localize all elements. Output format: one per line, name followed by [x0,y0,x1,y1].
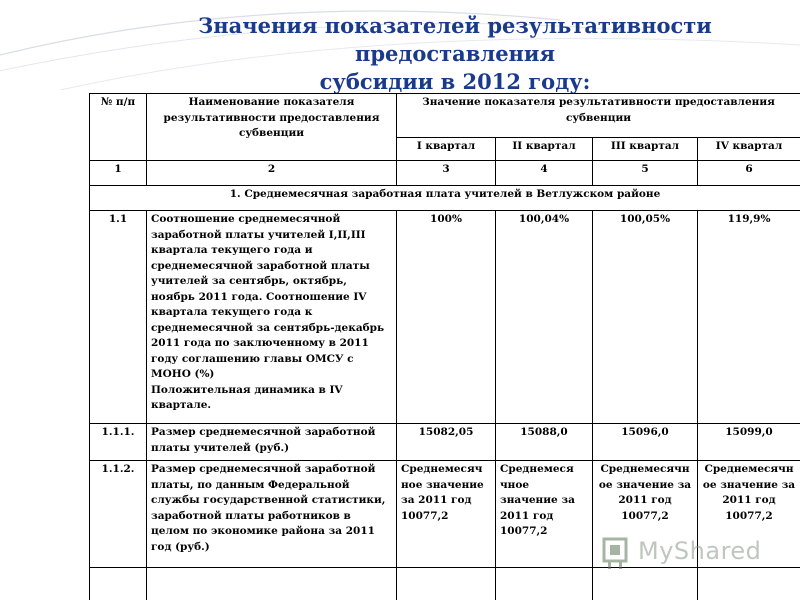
row-name: Размер среднемесячной заработной платы учителей (руб.) [147,424,397,461]
empty-cell [397,568,496,600]
header-value-group: Значение показателя результативности предоставления субвенции [397,94,800,138]
column-number: 3 [397,161,496,186]
row-q1: Среднемесяч ное значение за 2011 год 10077,2 [397,461,496,568]
row-q4: Среднемесячн ое значение за 2011 год 10077,2 [698,461,800,568]
row-q1: 15082,05 [397,424,496,461]
column-number: 6 [698,161,800,186]
row-q2: 15088,0 [496,424,593,461]
column-number: 2 [147,161,397,186]
column-number: 5 [593,161,698,186]
title-line-1: Значения показателей результативности предоставления [198,13,712,66]
table-header-row [90,94,800,138]
table-row [90,211,800,424]
header-quarter-4: IV квартал [698,138,800,161]
row-name: Соотношение среднемесячной заработной платы учителей I,II,III квартала текущего года и среднемесячной заработной платы учителей за сентябрь, октябрь, ноябрь 2011 года. Соотношение IV квартала текущего года к среднемесячной за сентябрь-декабрь 2011 года по заключенному в 2011 году соглашению главы ОМСУ с МОНО (%) Положительная динамика в IV квартале. [147,211,397,424]
empty-cell [90,568,147,600]
row-q3: 15096,0 [593,424,698,461]
row-num: 1.1 [90,211,147,424]
row-q4: 15099,0 [698,424,800,461]
header-quarter-2: II квартал [496,138,593,161]
row-q2: Среднемеся чное значение за 2011 год 10077,2 [496,461,593,568]
row-q3: Среднемесячн ое значение за 2011 год 10077,2 [593,461,698,568]
row-q4: 119,9% [698,211,800,424]
row-q2: 100,04% [496,211,593,424]
row-num: 1.1.2. [90,461,147,568]
empty-cell [698,568,800,600]
table-row [90,424,800,461]
empty-cell [496,568,593,600]
header-name: Наименование показателя результативности предоставления субвенции [147,94,397,161]
title-line-2: субсидии в 2012 году: [319,69,591,94]
column-number: 4 [496,161,593,186]
row-num: 1.1.1. [90,424,147,461]
row-q3: 100,05% [593,211,698,424]
row-name: Размер среднемесячной заработной платы, по данным Федеральной службы государственной статистики, заработной платы работников в целом по экономике района за 2011 год (руб.) [147,461,397,568]
empty-cell [147,568,397,600]
header-quarter-1: I квартал [397,138,496,161]
column-number: 1 [90,161,147,186]
header-quarter-3: III квартал [593,138,698,161]
table-row [90,461,800,568]
header-num: № п/п [90,94,147,161]
row-q1: 100% [397,211,496,424]
section-title: 1. Среднемесячная заработная плата учителей в Ветлужском районе [90,186,800,211]
empty-cell [593,568,698,600]
table-row-empty [90,568,800,600]
indicators-table [89,93,800,600]
section-row [90,186,800,211]
watermark-text: MyShared [638,537,762,565]
page-title [110,12,800,96]
column-numbers-row [90,161,800,186]
